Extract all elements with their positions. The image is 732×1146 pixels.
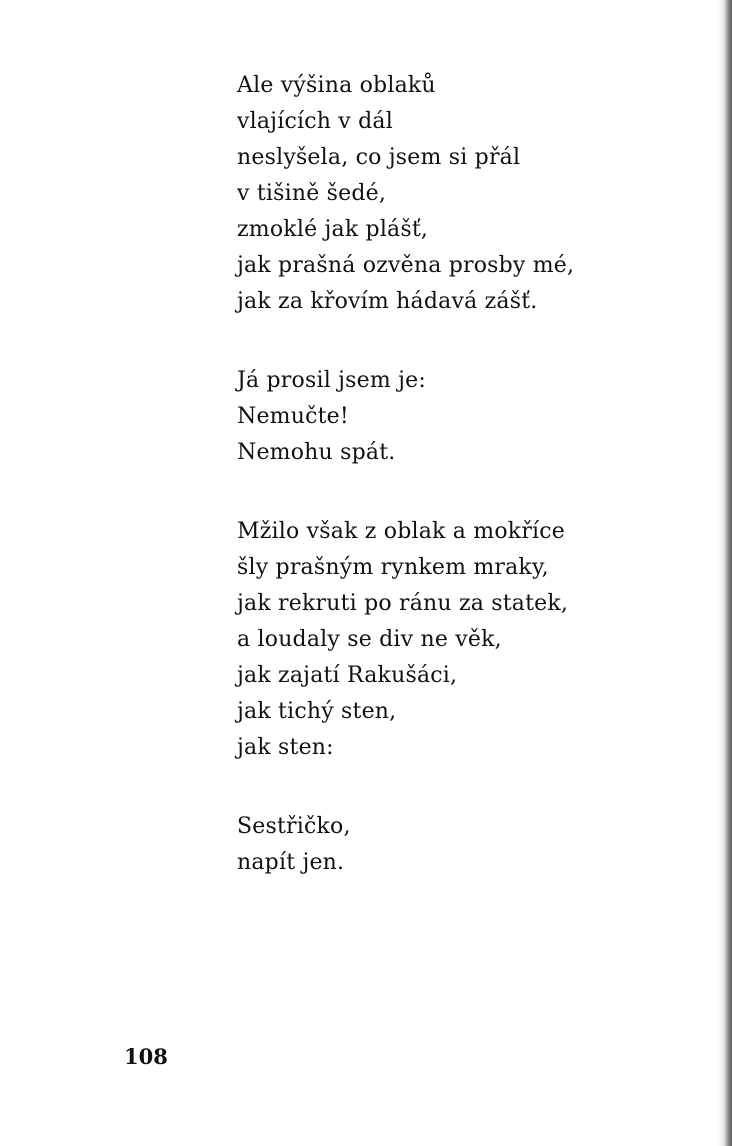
poem-line: Nemohu spát. <box>237 440 396 465</box>
stanza-1 <box>237 68 677 320</box>
poem-line: jak za křovím hádavá zášť. <box>237 289 538 314</box>
poem-line: Já prosil jsem je: <box>237 368 426 393</box>
poem-line: zmoklé jak plášť, <box>237 217 429 242</box>
poem-line: a loudaly se div ne věk, <box>237 627 502 652</box>
poem-line: jak sten: <box>237 735 334 760</box>
poem-line: napít jen. <box>237 850 345 875</box>
poem-line: Sestřičko, <box>237 814 351 839</box>
poem-line: vlajících v dál <box>237 109 393 134</box>
stanza-3 <box>237 514 677 766</box>
stanza-2 <box>237 363 677 471</box>
poem-line: jak rekruti po ránu za statek, <box>237 591 569 616</box>
poem-line: Ale výšina oblaků <box>237 73 436 98</box>
poem-line: neslyšela, co jsem si přál <box>237 145 521 170</box>
poem-line: šly prašným rynkem mraky, <box>237 555 549 580</box>
poem <box>237 68 677 924</box>
stanza-4 <box>237 809 677 881</box>
poem-line: Nemučte! <box>237 404 349 429</box>
page-edge-shadow <box>718 0 732 1146</box>
poem-line: jak zajatí Rakušáci, <box>237 663 458 688</box>
poem-line: jak prašná ozvěna prosby mé, <box>237 253 575 278</box>
poem-line: jak tichý sten, <box>237 699 397 724</box>
poem-line: Mžilo však z oblak a mokříce <box>237 519 566 544</box>
poem-line: v tišině šedé, <box>237 181 387 206</box>
page-number: 108 <box>124 1044 168 1069</box>
